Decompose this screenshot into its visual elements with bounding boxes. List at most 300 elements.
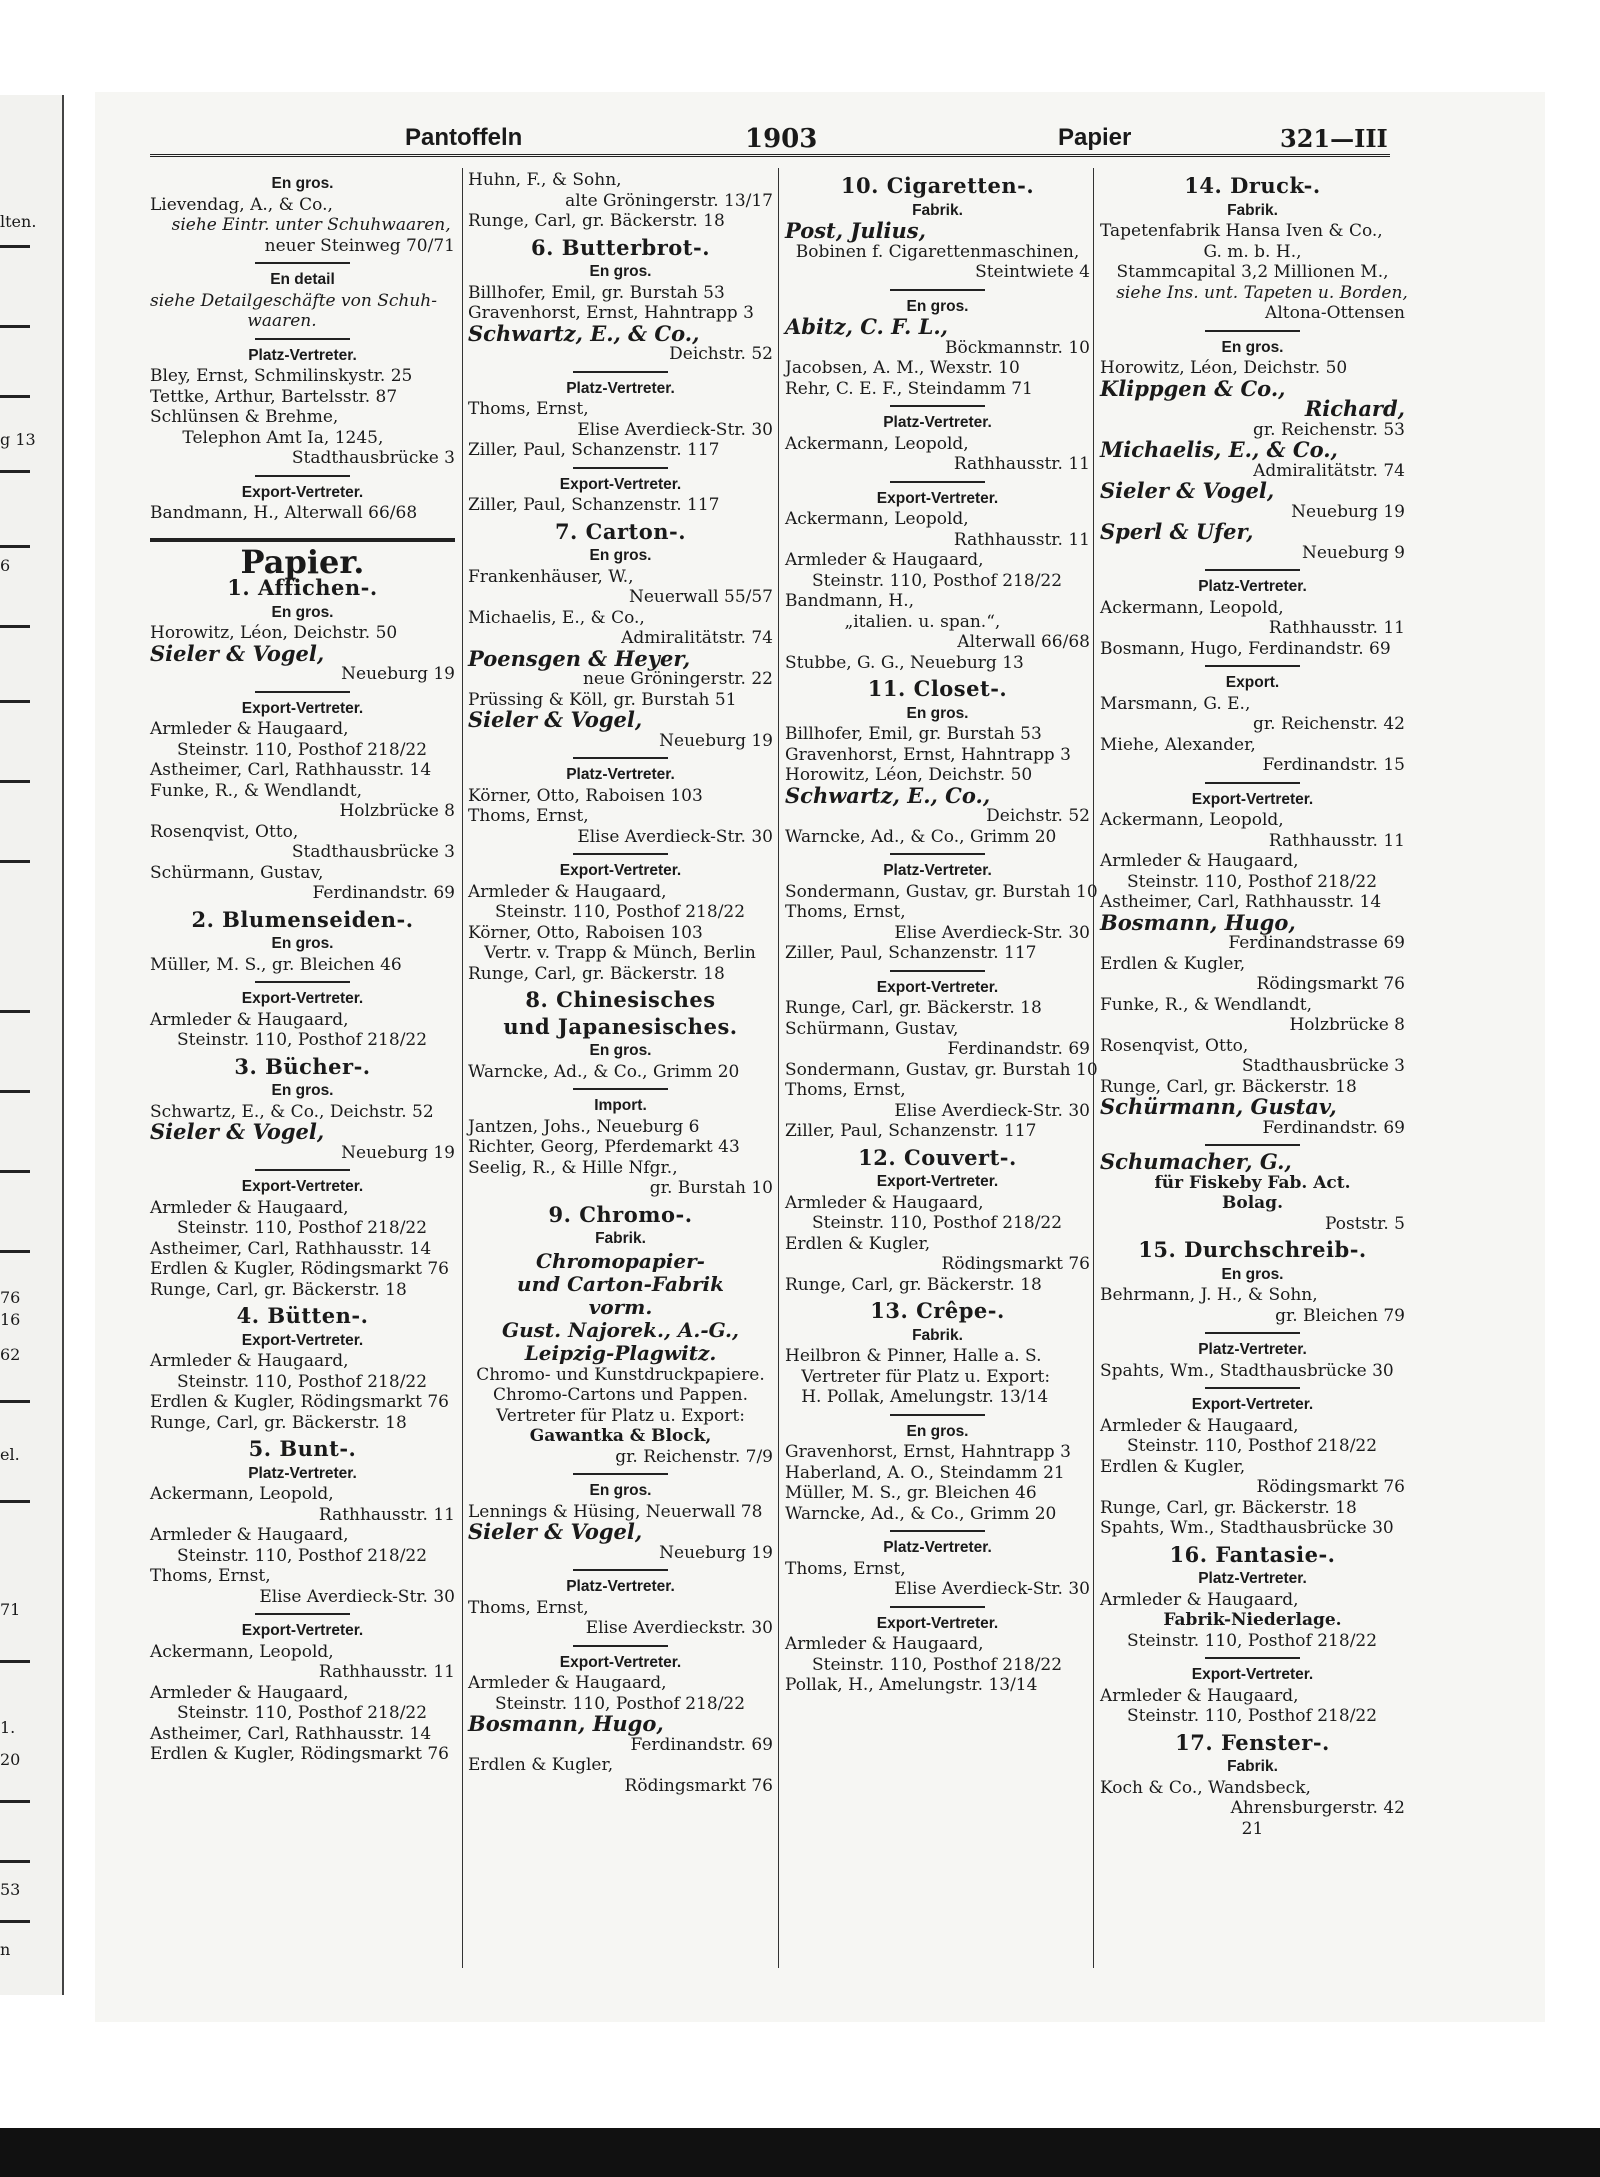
address-line: Deichstr. 52	[986, 806, 1090, 826]
entry-line: Stubbe, G. G., Neueburg 13	[785, 652, 1024, 673]
entry-line: Armleder & Haugaard,	[150, 1682, 349, 1703]
subheading: Platz-Vertreter.	[566, 1578, 675, 1595]
entry-line: Steinstr. 110, Posthof 218/22	[150, 1545, 428, 1566]
entry-line: Steinstr. 110, Posthof 218/22	[150, 1703, 428, 1723]
entry-line: Bosmann, Hugo, Ferdinandstr. 69	[1100, 638, 1391, 659]
entry-line: Müller, M. S., gr. Bleichen 46	[785, 1483, 1037, 1503]
scan-border	[0, 2128, 1600, 2177]
firm-name-bold: Post, Julius,	[785, 218, 926, 243]
entry-line: Thoms, Ernst,	[468, 1597, 589, 1618]
column-4	[1100, 170, 1408, 1839]
entry-line: Steinstr. 110, Posthof 218/22	[150, 1030, 428, 1050]
entry-line: Haberland, A. O., Steindamm 21	[785, 1462, 1065, 1483]
subheading: Platz-Vertreter.	[566, 766, 675, 783]
address-line: Rathhausstr. 11	[953, 454, 1090, 474]
entry-line: Rehr, C. E. F., Steindamm 71	[785, 378, 1033, 399]
entry-line: Horowitz, Léon, Deichstr. 50	[785, 765, 1033, 785]
address-line: Ferdinandstr. 69	[1262, 1117, 1405, 1138]
entry-line: Ackermann, Leopold,	[785, 433, 969, 454]
entry-line: Thoms, Ernst,	[785, 1080, 906, 1100]
subheading: En gros.	[906, 1422, 969, 1440]
entry-line: Seelig, R., & Hille Nfgr.,	[468, 1157, 678, 1178]
entry-line: Erdlen & Kugler,	[1100, 953, 1246, 974]
address-line: Stadthausbrücke 3	[291, 842, 455, 862]
facing-page-edge	[0, 95, 64, 1995]
subheading: En gros.	[271, 935, 334, 952]
address-line: Holzbrücke 8	[339, 801, 455, 821]
subheading: Platz-Vertreter.	[1198, 1570, 1307, 1587]
centered-line: 21	[1241, 1818, 1264, 1839]
header-page-number: 321—III	[1280, 124, 1388, 153]
margin-rule	[0, 1860, 30, 1863]
subheading: Export-Vertreter.	[559, 862, 682, 879]
entry-line: Horowitz, Léon, Deichstr. 50	[1100, 358, 1348, 378]
margin-fragment: n	[0, 1940, 11, 1959]
advert-line: Gust. Najorek., A.-G.,	[502, 1317, 739, 1342]
entry-line: Körner, Otto, Raboisen 103	[468, 922, 703, 943]
entry-line: Michaelis, E., & Co.,	[468, 607, 645, 628]
address-line: Ferdinandstr. 69	[947, 1039, 1090, 1059]
advert-bold-line: Fabrik-Niederlage.	[1163, 1610, 1342, 1630]
address-line: Ahrensburgerstr. 42	[1230, 1798, 1405, 1818]
entry-line: Lievendag, A., & Co.,	[150, 194, 333, 215]
entry-line: Schürmann, Gustav,	[785, 1018, 959, 1039]
section-heading: 13. Crêpe-.	[870, 1298, 1005, 1323]
entry-line: Billhofer, Emil, gr. Burstah 53	[785, 724, 1042, 744]
short-rule	[1205, 1387, 1300, 1389]
short-rule	[255, 981, 350, 983]
short-rule	[1205, 1332, 1300, 1334]
column-3	[785, 170, 1098, 1696]
firm-name-bold: Richard,	[1304, 396, 1405, 421]
entry-line: Erdlen & Kugler,	[785, 1233, 931, 1254]
entry-line: Runge, Carl, gr. Bäckerstr. 18	[150, 1412, 407, 1433]
entry-line: Warncke, Ad., & Co., Grimm 20	[785, 1503, 1057, 1524]
margin-rule	[0, 1170, 30, 1173]
entry-line: Thoms, Ernst,	[785, 902, 906, 922]
short-rule	[573, 467, 668, 469]
margin-fragment: 53	[0, 1880, 21, 1899]
short-rule	[1205, 665, 1300, 667]
subheading: Fabrik.	[1227, 201, 1278, 219]
firm-name-bold: Klippgen & Co.,	[1100, 375, 1286, 401]
margin-rule	[0, 1400, 30, 1403]
entry-line: Horowitz, Léon, Deichstr. 50	[150, 623, 398, 643]
entry-line: Astheimer, Carl, Rathhausstr. 14	[150, 760, 432, 780]
advert-line: vorm.	[588, 1294, 653, 1319]
firm-name-bold: Sieler & Vogel,	[468, 1519, 643, 1544]
entry-line: Erdlen & Kugler, Rödingsmarkt 76	[150, 1744, 449, 1764]
entry-line: Spahts, Wm., Stadthausbrücke 30	[1100, 1518, 1394, 1538]
address-line: Neuerwall 55/57	[628, 587, 773, 607]
subheading: Platz-Vertreter.	[566, 379, 675, 397]
section-heading: 15. Durchschreib-.	[1138, 1237, 1367, 1262]
header-left-keyword: Pantoffeln	[405, 124, 523, 151]
address-line: Stadthausbrücke 3	[1241, 1056, 1405, 1076]
address-line: Rathhausstr. 11	[1268, 618, 1405, 638]
short-rule	[1205, 1144, 1300, 1146]
margin-fragment: 76	[0, 1288, 21, 1307]
entry-line: Armleder & Haugaard,	[150, 1525, 349, 1545]
address-line: neue Gröningerstr. 22	[582, 669, 773, 689]
advert-line: und Carton-Fabrik	[517, 1271, 724, 1296]
address-line: Elise Averdieck-Str. 30	[894, 922, 1090, 943]
entry-line: Sondermann, Gustav, gr. Burstah 10	[785, 1059, 1098, 1080]
entry-line: Funke, R., & Wendlandt,	[1100, 994, 1313, 1015]
address-line: Neueburg 19	[1291, 501, 1405, 522]
subheading: En gros.	[271, 175, 334, 192]
entry-line: Ackermann, Leopold,	[150, 1641, 334, 1662]
section-heading: 7. Carton-.	[554, 518, 687, 544]
short-rule	[573, 371, 668, 373]
address-line: Ferdinandstr. 69	[312, 883, 455, 903]
subheading: Export-Vertreter.	[241, 1331, 364, 1349]
entry-line: Ackermann, Leopold,	[150, 1484, 334, 1504]
short-rule	[255, 475, 350, 477]
subheading: Export-Vertreter.	[241, 699, 364, 717]
short-rule	[255, 338, 350, 340]
entry-line: Prüssing & Köll, gr. Burstah 51	[468, 689, 737, 710]
entry-line: Astheimer, Carl, Rathhausstr. 14	[150, 1238, 432, 1259]
entry-line: H. Pollak, Amelungstr. 13/14	[785, 1387, 1049, 1407]
firm-name-bold: Schwartz, E., & Co.,	[468, 320, 700, 346]
address-line: Rathhausstr. 11	[1268, 830, 1405, 851]
firm-name-bold: Schumacher, G.,	[1100, 1149, 1292, 1174]
italic-note: waaren.	[150, 311, 317, 331]
entry-line: Steinstr. 110, Posthof 218/22	[150, 739, 428, 760]
margin-fragment: 71	[0, 1600, 21, 1619]
entry-line: Vertr. v. Trapp & Münch, Berlin	[468, 943, 756, 963]
short-rule	[255, 1169, 350, 1171]
entry-line: Steinstr. 110, Posthof 218/22	[150, 1218, 428, 1238]
entry-line: Armleder & Haugaard,	[150, 719, 349, 739]
section-heading: 14. Druck-.	[1184, 173, 1321, 198]
centered-line: Stammcapital 3,2 Millionen M.,	[1116, 262, 1389, 282]
entry-line: Thoms, Ernst,	[150, 1566, 271, 1586]
entry-line: Rosenqvist, Otto,	[150, 821, 299, 842]
entry-line: Heilbron & Pinner, Halle a. S.	[785, 1346, 1042, 1366]
address-line: Rödingsmarkt 76	[941, 1254, 1090, 1274]
entry-line: Armleder & Haugaard,	[150, 1197, 349, 1218]
entry-line: Gravenhorst, Ernst, Hahntrapp 3	[785, 1442, 1071, 1462]
subheading: En gros.	[271, 1082, 334, 1099]
short-rule	[1205, 782, 1300, 784]
entry-line: Steinstr. 110, Posthof 218/22	[785, 570, 1063, 591]
subheading: En gros.	[1221, 1265, 1284, 1283]
advert-bold-line: für Fiskeby Fab. Act.	[1154, 1172, 1351, 1193]
entry-line: Runge, Carl, gr. Bäckerstr. 18	[1100, 1497, 1357, 1518]
margin-fragment: 16	[0, 1310, 21, 1329]
address-line: neuer Steinweg 70/71	[264, 235, 455, 256]
entry-line: Armleder & Haugaard,	[150, 1351, 349, 1371]
margin-rule	[0, 1090, 30, 1093]
entry-line: Thoms, Ernst,	[468, 399, 589, 419]
entry-line: Frankenhäuser, W.,	[468, 566, 634, 587]
entry-line: Steinstr. 110, Posthof 218/22	[1100, 1436, 1378, 1456]
entry-line: Jacobsen, A. M., Wexstr. 10	[785, 358, 1020, 378]
firm-name-bold: Bosmann, Hugo,	[1100, 909, 1296, 935]
address-line: Altona-Ottensen	[1265, 303, 1405, 323]
entry-line: Armleder & Haugaard,	[785, 1634, 984, 1654]
entry-line: Runge, Carl, gr. Bäckerstr. 18	[785, 1274, 1042, 1295]
section-heading: 6. Butterbrot-.	[530, 234, 711, 260]
address-line: Elise Averdieck-Str. 30	[577, 419, 773, 440]
entry-line: Erdlen & Kugler, Rödingsmarkt 76	[150, 1259, 449, 1279]
column-1	[150, 170, 455, 1765]
centered-line: Vertreter für Platz u. Export:	[496, 1405, 745, 1426]
short-rule	[573, 853, 668, 855]
subheading: Platz-Vertreter.	[883, 1539, 992, 1556]
margin-rule	[0, 325, 30, 328]
subheading: Export-Vertreter.	[559, 475, 682, 493]
entry-line: Armleder & Haugaard,	[785, 1192, 984, 1213]
entry-line: Tettke, Arthur, Bartelsstr. 87	[150, 386, 398, 407]
entry-line: Armleder & Haugaard,	[468, 1673, 667, 1693]
subheading: Export-Vertreter.	[876, 978, 999, 996]
column-divider	[462, 168, 463, 1968]
entry-line: Steinstr. 110, Posthof 218/22	[785, 1654, 1063, 1675]
firm-name-bold: Michaelis, E., & Co.,	[1100, 437, 1338, 462]
section-heading: 3. Bücher-.	[234, 1053, 371, 1079]
margin-rule	[0, 1500, 30, 1503]
entry-line: Marsmann, G. E.,	[1100, 693, 1251, 714]
subheading: En gros.	[1221, 338, 1284, 356]
address-line: Böckmannstr. 10	[945, 337, 1090, 358]
short-rule	[255, 1613, 350, 1615]
subheading: Export-Vertreter.	[241, 990, 364, 1007]
address-line: Admiralitätstr. 74	[1253, 460, 1405, 481]
margin-rule	[0, 1920, 30, 1923]
entry-line: Schwartz, E., & Co., Deichstr. 52	[150, 1101, 434, 1122]
section-heading: 16. Fantasie-.	[1169, 1541, 1336, 1567]
column-2	[468, 170, 773, 1796]
subheading: En gros.	[271, 603, 334, 621]
entry-line: Telephon Amt Ia, 1245,	[150, 427, 384, 448]
subheading: Export-Vertreter.	[241, 483, 364, 501]
entry-line: Ackermann, Leopold,	[785, 509, 969, 529]
entry-line: Sondermann, Gustav, gr. Burstah 10	[785, 881, 1098, 902]
short-rule	[890, 289, 985, 291]
margin-rule	[0, 470, 30, 473]
section-heading: 9. Chromo-.	[548, 1201, 693, 1227]
subheading: Import.	[594, 1097, 647, 1114]
thick-rule	[150, 538, 455, 542]
section-heading: 5. Bunt-.	[248, 1436, 357, 1461]
address-line: alte Gröningerstr. 13/17	[565, 190, 773, 211]
margin-fragment: 6	[0, 556, 11, 575]
subheading: Fabrik.	[1227, 1758, 1278, 1775]
subheading: Export-Vertreter.	[241, 1622, 364, 1639]
entry-line: Behrmann, J. H., & Sohn,	[1100, 1285, 1318, 1305]
margin-fragment: 20	[0, 1750, 21, 1769]
address-line: Ferdinandstr. 69	[630, 1734, 773, 1755]
entry-line: Steinstr. 110, Posthof 218/22	[468, 1693, 746, 1714]
entry-line: Steinstr. 110, Posthof 218/22	[1100, 1630, 1378, 1651]
entry-line: Körner, Otto, Raboisen 103	[468, 785, 703, 806]
short-rule	[890, 405, 985, 407]
entry-line: Armleder & Haugaard,	[1100, 851, 1299, 871]
italic-note: siehe Detailgeschäfte von Schuh-	[150, 290, 437, 311]
address-line: Rathhausstr. 11	[953, 529, 1090, 550]
subheading: Export-Vertreter.	[241, 1178, 364, 1195]
section-heading: 4. Bütten-.	[236, 1303, 369, 1328]
entry-line: Armleder & Haugaard,	[1100, 1415, 1299, 1436]
short-rule	[573, 1088, 668, 1090]
address-line: Neueburg 19	[659, 730, 773, 751]
margin-fragment: g 13	[0, 430, 36, 449]
short-rule	[890, 481, 985, 483]
subheading: Export-Vertreter.	[1191, 1666, 1314, 1683]
subheading: Export.	[1225, 674, 1280, 691]
entry-line: Ziller, Paul, Schanzenstr. 117	[468, 440, 720, 460]
entry-line: Gravenhorst, Ernst, Hahntrapp 3	[785, 744, 1071, 765]
entry-line: Thoms, Ernst,	[468, 806, 589, 826]
margin-rule	[0, 1250, 30, 1253]
subheading: Platz-Vertreter.	[1198, 1341, 1307, 1358]
entry-line: Steinstr. 110, Posthof 218/22	[1100, 871, 1378, 892]
subheading: Platz-Vertreter.	[1198, 578, 1307, 595]
header-rule	[150, 154, 1390, 157]
entry-line: Tapetenfabrik Hansa Iven & Co.,	[1100, 221, 1383, 241]
entry-line: Erdlen & Kugler,	[1100, 1456, 1246, 1477]
subheading: Fabrik.	[912, 201, 963, 219]
address-line: Stadthausbrücke 3	[291, 448, 455, 468]
margin-rule	[0, 395, 30, 398]
entry-line: Armleder & Haugaard,	[785, 550, 984, 570]
italic-note: siehe Ins. unt. Tapeten u. Borden,	[1100, 282, 1408, 303]
subheading: En detail	[270, 271, 335, 288]
address-line: Rödingsmarkt 76	[1256, 1477, 1405, 1497]
short-rule	[255, 691, 350, 693]
address-line: Elise Averdieck-Str. 30	[577, 826, 773, 847]
margin-rule	[0, 700, 30, 703]
margin-rule	[0, 545, 30, 548]
firm-name-bold: Sieler & Vogel,	[150, 1119, 325, 1144]
firm-name-bold: Schürmann, Gustav,	[1100, 1094, 1337, 1119]
address-line: Holzbrücke 8	[1289, 1015, 1405, 1035]
address-line: gr. Reichenstr. 7/9	[615, 1446, 773, 1467]
section-heading: 11. Closet-.	[867, 676, 1008, 701]
entry-line: Schürmann, Gustav,	[150, 862, 324, 883]
address-line: Elise Averdieckstr. 30	[585, 1618, 773, 1638]
address-line: Deichstr. 52	[669, 344, 773, 364]
entry-line: Steinstr. 110, Posthof 218/22	[150, 1371, 428, 1392]
centered-line: G. m. b. H.,	[1203, 241, 1302, 262]
subheading: Platz-Vertreter.	[248, 1464, 357, 1482]
subheading: Export-Vertreter.	[1191, 790, 1314, 808]
address-line: Elise Averdieck-Str. 30	[259, 1586, 455, 1607]
entry-line: Koch & Co., Wandsbeck,	[1100, 1777, 1311, 1798]
short-rule	[1205, 330, 1300, 332]
entry-line: „italien. u. span.“,	[785, 611, 1001, 632]
entry-line: Spahts, Wm., Stadthausbrücke 30	[1100, 1360, 1394, 1381]
entry-line: Steinstr. 110, Posthof 218/22	[1100, 1706, 1378, 1726]
entry-line: Lennings & Hüsing, Neuerwall 78	[468, 1501, 763, 1522]
advert-bold-line: Gawantka & Block,	[529, 1426, 712, 1446]
address-line: Neueburg 19	[341, 664, 455, 684]
address-line: Elise Averdieck-Str. 30	[894, 1579, 1090, 1599]
advert-line: Chromopapier-	[536, 1248, 705, 1273]
firm-name-bold: Abitz, C. F. L.,	[785, 314, 948, 339]
entry-line: Runge, Carl, gr. Bäckerstr. 18	[1100, 1076, 1357, 1097]
address-line: gr. Reichenstr. 53	[1253, 419, 1405, 440]
subheading: Fabrik.	[595, 1230, 646, 1247]
centered-line: Chromo- und Kunstdruckpapiere.	[476, 1364, 765, 1385]
subheading: Platz-Vertreter.	[883, 862, 992, 879]
subheading: Platz-Vertreter.	[883, 414, 992, 431]
margin-rule	[0, 1010, 30, 1013]
subheading: En gros.	[589, 1482, 652, 1499]
address-line: Ferdinandstr. 15	[1262, 755, 1405, 775]
entry-line: Vertreter für Platz u. Export:	[785, 1366, 1051, 1387]
advert-line: Leipzig-Plagwitz.	[524, 1340, 717, 1365]
entry-line: Armleder & Haugaard,	[468, 881, 667, 902]
entry-line: Richter, Georg, Pferdemarkt 43	[468, 1137, 740, 1157]
entry-line: Runge, Carl, gr. Bäckerstr. 18	[468, 211, 725, 231]
short-rule	[573, 1645, 668, 1647]
entry-line: Gravenhorst, Ernst, Hahntrapp 3	[468, 303, 754, 323]
firm-name-bold: Poensgen & Heyer,	[468, 645, 691, 671]
address-line: Rathhausstr. 11	[318, 1662, 455, 1682]
address-line: Poststr. 5	[1325, 1213, 1405, 1234]
entry-line: Thoms, Ernst,	[785, 1558, 906, 1579]
entry-line: Armleder & Haugaard,	[1100, 1685, 1299, 1706]
entry-line: Müller, M. S., gr. Bleichen 46	[150, 954, 402, 975]
address-line: Neueburg 19	[659, 1542, 773, 1563]
firm-name-bold: Sperl & Ufer,	[1100, 519, 1254, 544]
section-heading: 12. Couvert-.	[858, 1144, 1017, 1170]
entry-line: Jantzen, Johs., Neueburg 6	[468, 1116, 700, 1137]
address-line: gr. Reichenstr. 42	[1253, 714, 1405, 734]
subheading: En gros.	[906, 704, 969, 722]
firm-name-bold: Sieler & Vogel,	[468, 707, 643, 732]
section-heading: 17. Fenster-.	[1175, 1729, 1330, 1755]
running-header	[150, 118, 1390, 152]
address-line: Alterwall 66/68	[957, 632, 1090, 652]
subheading: Export-Vertreter.	[559, 1653, 682, 1671]
entry-line: Warncke, Ad., & Co., Grimm 20	[785, 826, 1057, 847]
subheading: Export-Vertreter.	[876, 1173, 999, 1190]
entry-line: Ackermann, Leopold,	[1100, 810, 1284, 830]
header-year: 1903	[745, 124, 818, 154]
category-title: Papier.	[240, 542, 365, 581]
entry-line: Runge, Carl, gr. Bäckerstr. 18	[150, 1279, 407, 1300]
header-section: Papier	[1058, 124, 1132, 151]
entry-line: Funke, R., & Wendlandt,	[150, 780, 363, 801]
subheading: Export-Vertreter.	[1191, 1396, 1314, 1413]
subheading: En gros.	[589, 1042, 652, 1059]
entry-line: Huhn, F., & Sohn,	[468, 170, 622, 190]
subheading: En gros.	[906, 297, 969, 315]
address-line: Neueburg 19	[341, 1142, 455, 1163]
margin-rule	[0, 860, 30, 863]
address-line: Rathhausstr. 11	[318, 1504, 455, 1525]
subheading: En gros.	[589, 547, 652, 564]
margin-fragment: lten.	[0, 212, 37, 231]
entry-line: Bandmann, H.,	[785, 591, 915, 611]
entry-line: Erdlen & Kugler, Rödingsmarkt 76	[150, 1392, 449, 1412]
entry-line: Rosenqvist, Otto,	[1100, 1035, 1249, 1056]
firm-name-bold: Sieler & Vogel,	[1100, 478, 1275, 503]
short-rule	[1205, 569, 1300, 571]
subheading: Platz-Vertreter.	[248, 346, 357, 364]
short-rule	[890, 853, 985, 855]
centered-line: Chromo-Cartons und Pappen.	[493, 1385, 748, 1405]
short-rule	[573, 1473, 668, 1475]
address-line: Ferdinandstrasse 69	[1228, 933, 1405, 953]
firm-name-bold: Bosmann, Hugo,	[468, 1711, 664, 1736]
short-rule	[1205, 1657, 1300, 1659]
